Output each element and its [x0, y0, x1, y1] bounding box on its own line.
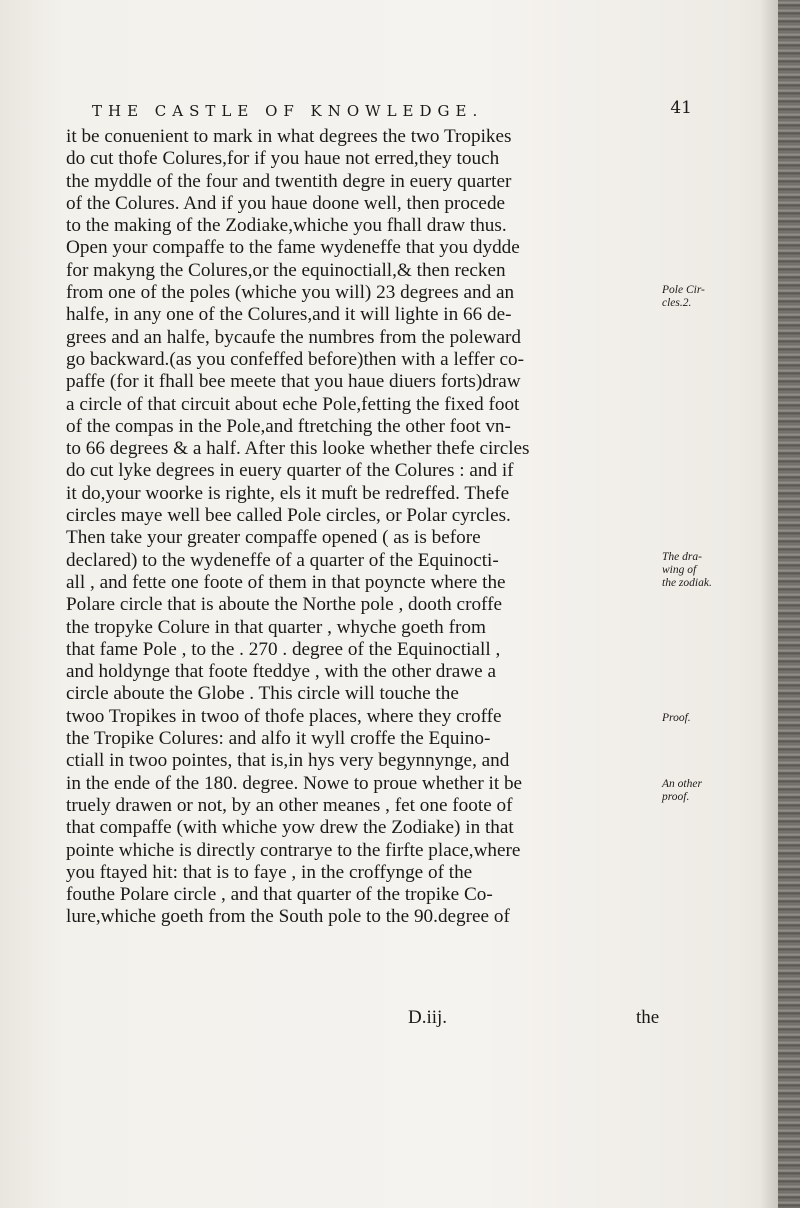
- text-line: declared) to the wydeneffe of a quarter of the Equinocti-: [66, 549, 499, 571]
- text-line: in the ende of the 180. degree. Nowe to proue whether it be: [66, 772, 523, 794]
- text-line: the myddle of the four and twentith degre in euery quarter: [66, 170, 512, 192]
- text-line: of the Colures. And if you haue doone well, then procede: [66, 192, 506, 214]
- body-text: [66, 126, 656, 929]
- margin-note-pole-circles: Pole Cir- cles.2.: [662, 284, 705, 309]
- text-line: do cut thofe Colures,for if you haue not erred,they touch: [66, 148, 500, 170]
- text-line: you ftayed hit: that is to faye , in the croffynge of the: [66, 861, 473, 883]
- text-line: it do,your woorke is righte, els it muft be redreffed. Thefe: [66, 482, 510, 504]
- text-line: lure,whiche goeth from the South pole to the 90.degree of: [66, 906, 510, 928]
- book-gutter-edge: [778, 0, 800, 1208]
- text-line: the tropyke Colure in that quarter , whyche goeth from: [66, 616, 486, 638]
- text-line: truely drawen or not, by an other meanes , fet one foote of: [66, 794, 513, 816]
- signature-mark: D.iij.: [408, 1007, 448, 1028]
- text-line: Then take your greater compaffe opened ( as is before: [66, 527, 481, 549]
- text-line: to the making of the Zodiake,whiche you fhall draw thus.: [66, 215, 507, 237]
- text-line: Open your compaffe to the fame wydeneffe that you dydde: [66, 237, 520, 259]
- text-line: circle aboute the Globe . This circle will touche the: [66, 683, 459, 705]
- margin-note-proof: Proof.: [662, 712, 691, 724]
- gutter-shadow: [760, 0, 778, 1208]
- text-line: all , and fette one foote of them in that poyncte where the: [66, 571, 506, 593]
- folio-number: 41: [670, 98, 692, 118]
- text-line: ctiall in twoo pointes, that is,in hys very begynnynge, and: [66, 750, 510, 772]
- text-line: pointe whiche is directly contrarye to the firfte place,where: [66, 839, 521, 861]
- text-line: it be conuenient to mark in what degrees the two Tropikes: [66, 126, 512, 147]
- text-line: and holdynge that foote fteddye , with the other drawe a: [66, 661, 496, 683]
- text-line: from one of the poles (whiche you will) 23 degrees and an: [66, 282, 515, 304]
- running-title: THE CASTLE OF KNOWLEDGE.: [92, 102, 484, 120]
- catchword: the: [636, 1007, 660, 1028]
- text-line: the Tropike Colures: and alfo it wyll croffe the Equino-: [66, 728, 491, 750]
- text-line: that compaffe (with whiche yow drew the Zodiake) in that: [66, 817, 514, 839]
- text-line: Polare circle that is aboute the Northe pole , dooth croffe: [66, 594, 503, 616]
- text-line: fouthe Polare circle , and that quarter of the tropike Co-: [66, 884, 493, 906]
- margin-note-zodiake: The dra- wing of the zodiak.: [662, 551, 712, 589]
- text-line: paffe (for it fhall bee meete that you haue diuers forts)draw: [66, 371, 521, 393]
- text-line: halfe, in any one of the Colures,and it will lighte in 66 de-: [66, 304, 512, 326]
- text-line: do cut lyke degrees in euery quarter of the Colures : and if: [66, 460, 514, 482]
- text-line: to 66 degrees & a half. After this looke whether thefe circles: [66, 438, 530, 460]
- text-line: a circle of that circuit about eche Pole,fetting the fixed foot: [66, 393, 520, 415]
- text-line: grees and an halfe, bycaufe the numbres from the poleward: [66, 326, 521, 348]
- text-line: for makyng the Colures,or the equinoctiall,& then recken: [66, 259, 506, 281]
- text-line: circles maye well bee called Pole circles, or Polar cyrcles.: [66, 505, 511, 527]
- page-header: [92, 98, 692, 128]
- text-line: go backward.(as you confeffed before)then with a leffer co-: [66, 348, 524, 370]
- text-line: twoo Tropikes in twoo of thofe places, where they croffe: [66, 705, 502, 727]
- text-line: that fame Pole , to the . 270 . degree of the Equinoctiall ,: [66, 638, 501, 660]
- margin-note-another-proof: An other proof.: [662, 778, 702, 803]
- text-line: of the compas in the Pole,and ftretching the other foot vn-: [66, 415, 511, 437]
